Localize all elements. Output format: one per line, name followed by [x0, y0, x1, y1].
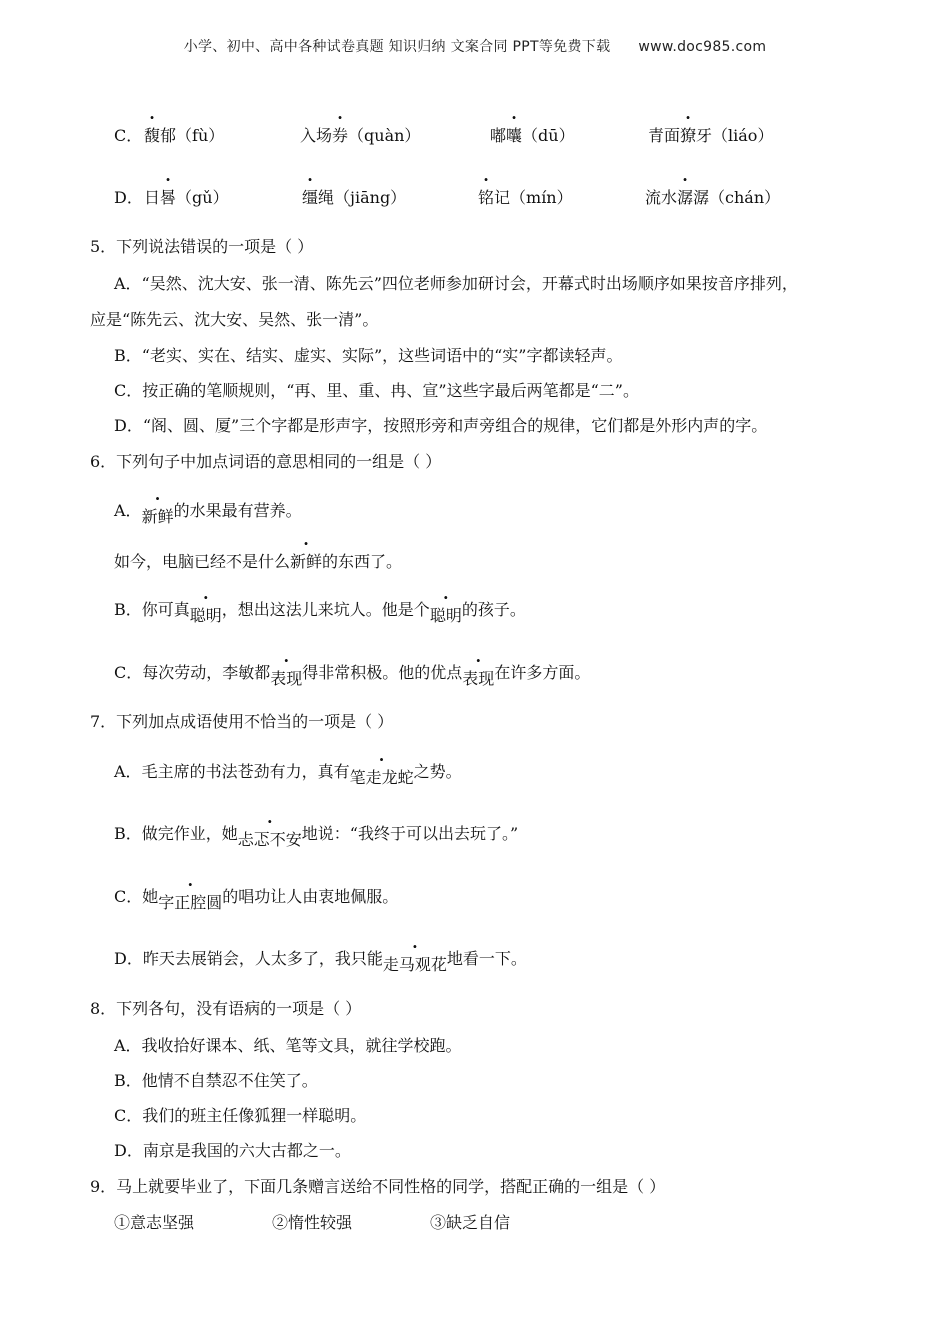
q6-option-a-line-2: 如今，电脑已经不是什么新鲜的东西了。 — [114, 550, 402, 574]
emphasis-dot: 走马观花 — [382, 955, 447, 974]
q4-option-d-item-3: 铭记（mín） — [478, 186, 573, 210]
q8-option-c: C．我们的班主任像狐狸一样聪明。 — [114, 1106, 367, 1125]
q8-option-b: B．他情不自禁忍不住笑了。 — [114, 1071, 318, 1090]
q4-option-d-label: D． — [114, 188, 143, 207]
q7-option-b: B．做完作业，她忐忑不安地说：“我终于可以出去玩了。” — [114, 822, 518, 846]
emphasis-dot: 笔走龙蛇 — [349, 768, 414, 787]
q8-option-a: A．我收拾好课本、纸、笔等文具，就往学校跑。 — [114, 1036, 462, 1055]
emphasis-dot: 忐忑不安 — [237, 830, 302, 849]
page-header — [0, 36, 950, 56]
emphasis-dot: 铭 — [478, 188, 495, 207]
q9-item-3: ③缺乏自信 — [430, 1213, 511, 1232]
q7-option-d: D．昨天去展销会，人太多了，我只能走马观花地看一下。 — [114, 947, 527, 971]
header-text: 小学、初中、高中各种试卷真题 知识归纳 文案合同 PPT等免费下载 — [183, 39, 611, 55]
q5-option-b: B．“老实、实在、结实、虚实、实际”，这些词语中的“实”字都读轻声。 — [114, 346, 623, 365]
emphasis-dot: 囔 — [506, 126, 523, 145]
emphasis-dot: 新鲜 — [141, 507, 174, 526]
q4-option-d-item-2: 缰绳（jiāng） — [302, 186, 406, 210]
q8-stem: 8．下列各句，没有语病的一项是（ ） — [90, 999, 362, 1018]
q5-option-c: C．按正确的笔顺规则，“再、里、重、冉、宣”这些字最后两笔都是“二”。 — [114, 381, 639, 400]
q5-option-d: D．“阁、圆、厦”三个字都是形声字，按照形旁和声旁组合的规律，它们都是外形内声的字。 — [114, 416, 768, 435]
q6-stem: 6．下列句子中加点词语的意思相同的一组是（ ） — [90, 452, 442, 471]
q9-stem: 9．马上就要毕业了，下面几条赠言送给不同性格的同学，搭配正确的一组是（ ） — [90, 1177, 666, 1196]
header-url: www.doc985.com — [638, 39, 767, 55]
emphasis-dot: 新鲜 — [290, 552, 323, 571]
q8-option-d: D．南京是我国的六大古都之一。 — [114, 1141, 351, 1160]
emphasis-dot: 字正腔圆 — [158, 893, 223, 912]
emphasis-dot: 聪明 — [429, 606, 462, 625]
emphasis-dot: 表现 — [462, 669, 495, 688]
emphasis-dot: 聪明 — [189, 606, 222, 625]
q4-option-d-item-4: 流水潺潺（chán） — [645, 186, 780, 210]
emphasis-dot: 缰 — [302, 188, 319, 207]
q4-option-c-item-4: 青面獠牙（liáo） — [648, 124, 773, 148]
q4-option-d-item-1: 日晷（gǔ） — [144, 186, 229, 210]
q7-option-c: C．她字正腔圆的唱功让人由衷地佩服。 — [114, 885, 398, 909]
q4-option-c-item-3: 嘟囔（dū） — [490, 124, 575, 148]
emphasis-dot: 馥 — [144, 126, 161, 145]
emphasis-dot: 券 — [332, 126, 349, 145]
q4-option-c-label: C． — [114, 126, 143, 145]
emphasis-dot: 表现 — [270, 669, 303, 688]
q9-item-1: ①意志坚强 — [114, 1213, 195, 1232]
q7-option-a: A．毛主席的书法苍劲有力，真有笔走龙蛇之势。 — [114, 760, 462, 784]
q7-stem: 7．下列加点成语使用不恰当的一项是（ ） — [90, 712, 394, 731]
emphasis-dot: 獠 — [680, 126, 697, 145]
q4-option-c-item-1: 馥郁（fù） — [144, 124, 224, 148]
emphasis-dot: 潺 — [677, 188, 694, 207]
q6-option-b: B．你可真聪明，想出这法儿来坑人。他是个聪明的孩子。 — [114, 598, 526, 622]
emphasis-dot: 晷 — [160, 188, 177, 207]
q4-option-c-item-2: 入场券（quàn） — [300, 124, 420, 148]
q5-option-a-line-1: A．“吴然、沈大安、张一清、陈先云”四位老师参加研讨会，开幕式时出场顺序如果按音序排列， — [114, 274, 798, 293]
q5-stem: 5．下列说法错误的一项是（ ） — [90, 237, 314, 256]
q9-item-2: ②惰性较强 — [272, 1213, 353, 1232]
q5-option-a-line-2: 应是“陈先云、沈大安、吴然、张一清”。 — [90, 310, 379, 329]
q6-option-a-line-1: A．新鲜的水果最有营养。 — [114, 499, 302, 523]
q6-option-c: C．每次劳动，李敏都表现得非常积极。他的优点表现在许多方面。 — [114, 661, 590, 685]
